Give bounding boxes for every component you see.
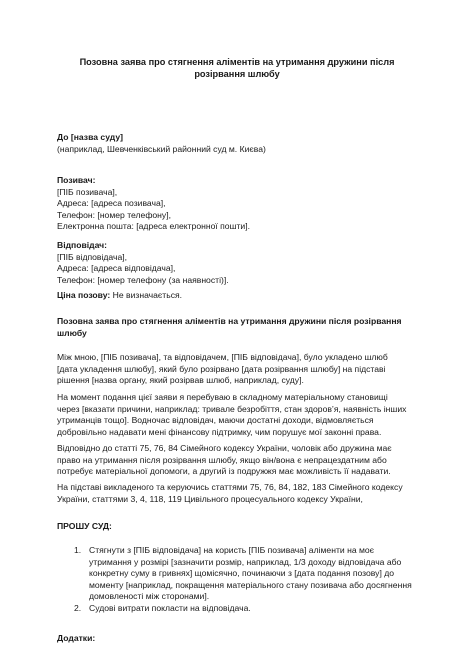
attachments-heading: Додатки: xyxy=(57,633,96,643)
paragraph-grounds xyxy=(57,482,419,505)
paragraph-line: через [вказати причини, наприклад: тривале безробіття, стан здоров’я, наявність інших xyxy=(57,403,407,414)
plaintiff-block xyxy=(57,175,417,233)
paragraph-line: України, статтями 3, 4, 118, 119 Цивільного процесуального кодексу України, xyxy=(57,493,363,504)
defendant-heading: Відповідач: xyxy=(57,240,108,250)
request-line: Стягнути з [ПІБ відповідача] на користь [ПІБ позивача] аліменти на моє xyxy=(89,545,375,555)
plaintiff-line: [ПІБ позивача], xyxy=(57,186,118,197)
plaintiff-line: Телефон: [номер телефону], xyxy=(57,209,171,220)
paragraph-line: право на утримання після розірвання шлюбу, якщо він/вона є непрацездатним або xyxy=(57,454,387,465)
request-line: Судові витрати покласти на відповідача. xyxy=(89,602,251,613)
paragraph-circumstances xyxy=(57,392,419,438)
court-example: (наприклад, Шевченківський районний суд м. Києва) xyxy=(57,143,266,154)
claim-price-label: Ціна позову: xyxy=(57,290,111,300)
prayer-heading: ПРОШУ СУД: xyxy=(57,521,112,531)
plaintiff-heading: Позивач: xyxy=(57,175,96,185)
paragraph-line: Відповідно до статті 75, 76, 84 Сімейного кодексу України, чоловік або дружина має xyxy=(57,443,392,453)
defendant-block xyxy=(57,240,417,286)
court-block xyxy=(57,132,417,155)
court-heading: До [назва суду] xyxy=(57,132,123,142)
paragraph-line: потребує матеріальної допомоги, а другий із подружжя має можливість її надавати. xyxy=(57,466,391,477)
document-title: Позовна заява про стягнення аліментів на утримання дружини після розірвання шлюбу xyxy=(79,57,395,80)
defendant-line: Адреса: [адреса відповідача], xyxy=(57,263,176,274)
request-number: 1. xyxy=(74,545,82,555)
defendant-line: [ПІБ відповідача], xyxy=(57,251,128,262)
request-line: домовленості між сторонами]. xyxy=(89,591,210,602)
section-title xyxy=(57,316,422,339)
claim-price-value: Не визначається. xyxy=(110,290,183,300)
paragraph-legal-basis xyxy=(57,443,419,478)
paragraph-line: добровільно надавати мені фінансову підтримку, чим порушує мої законні права. xyxy=(57,426,382,437)
claim-price xyxy=(57,290,417,302)
request-line: моменту [наприклад, покращення матеріального стану позивача або досягнення xyxy=(89,579,412,590)
paragraph-line: Між мною, [ПІБ позивача], та відповідачем, [ПІБ відповідача], було укладено шлюб xyxy=(57,352,388,362)
plaintiff-line: Електронна пошта: [адреса електронної пошти]. xyxy=(57,221,250,232)
request-item xyxy=(57,545,422,603)
request-number: 2. xyxy=(74,602,82,613)
plaintiff-line: Адреса: [адреса позивача], xyxy=(57,198,166,209)
paragraph-line: утриманців тощо]. Водночас відповідач, маючи достатні доходи, відмовляється xyxy=(57,415,374,426)
request-line: конкретну суму в гривнях] щомісячно, починаючи з [дата подання позову] до xyxy=(89,568,395,579)
requests-list xyxy=(57,545,422,615)
paragraph-line: На момент подання цієї заяви я перебуваю в складному матеріальному становищі xyxy=(57,392,388,402)
paragraph-line: [дата укладення шлюбу], який було розірвано [дата розірвання шлюбу] на підставі xyxy=(57,363,386,374)
request-item xyxy=(57,603,422,615)
section-title-line: Позовна заява про стягнення аліментів на утримання дружини після розірвання xyxy=(57,316,402,326)
defendant-line: Телефон: [номер телефону (за наявності)]. xyxy=(57,274,229,285)
paragraph-line: рішення [назва органу, який розірвав шлюб, наприклад, суду]. xyxy=(57,375,304,386)
section-title-line: шлюбу xyxy=(57,327,87,338)
paragraph-marriage xyxy=(57,352,419,387)
paragraph-line: На підставі викладеного та керуючись статтями 75, 76, 84, 182, 183 Сімейного кодексу xyxy=(57,482,403,492)
request-line: утримання у розмірі [зазначити розмір, наприклад, 1/3 доходу відповідача або xyxy=(89,556,402,567)
